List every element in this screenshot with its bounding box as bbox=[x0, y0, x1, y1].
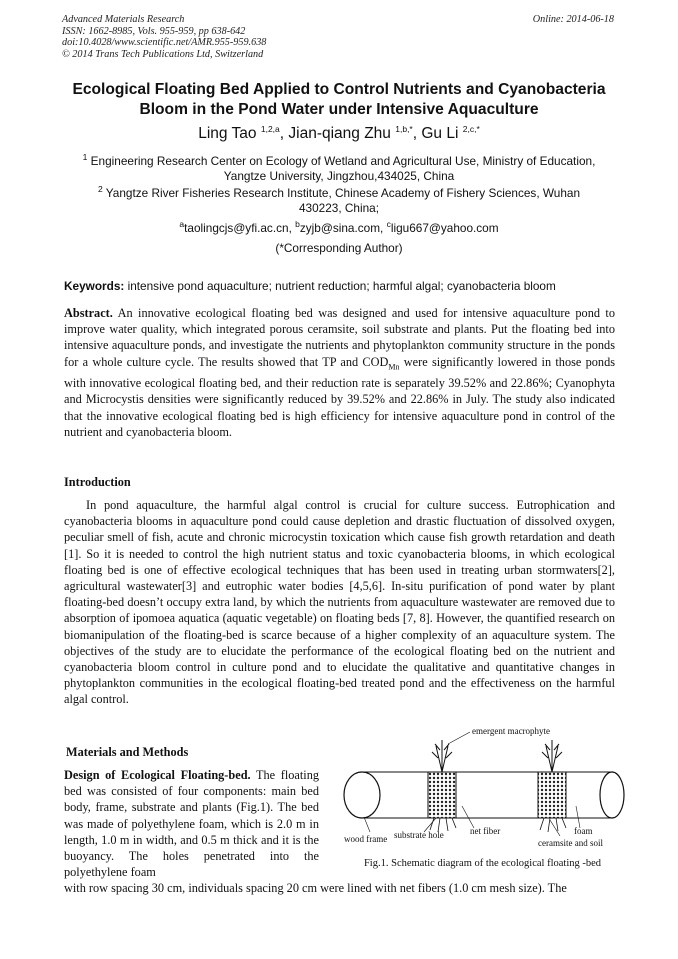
introduction-body bbox=[64, 497, 615, 708]
label-macrophyte: emergent macrophyte bbox=[472, 726, 551, 736]
abstract-text-2: were significantly lowered in those ponds with innovative ecological floating bed, and their reduction rate is separately 39.52% and 22.86%; Cyanophyta and Microcystis densities were significantly reduced by 39.52% and 22.86% in July. The study also indicated that the innovative ecological floating bed is high efficiency for intensive aquaculture pond in control of the nutrient and cyanobacteria bloom. bbox=[64, 354, 616, 439]
paper-title bbox=[40, 80, 638, 120]
email-line bbox=[40, 221, 638, 236]
label-ceramsite: ceramsite and soil bbox=[538, 838, 603, 848]
wood-frame-left bbox=[344, 772, 380, 818]
abstract-label: Abstract. bbox=[64, 306, 113, 320]
keywords-text: intensive pond aquaculture; nutrient reduction; harmful algal; cyanobacteria bloom bbox=[127, 279, 556, 293]
email-sup: b bbox=[295, 219, 300, 230]
author-name: Ling Tao bbox=[198, 125, 257, 142]
issn-line: ISSN: 1662-8985, Vols. 955-959, pp 638-642 bbox=[62, 25, 246, 37]
affiliation-num: 2 bbox=[97, 184, 103, 195]
author-name: Gu Li bbox=[421, 125, 459, 142]
copyright-line: © 2014 Trans Tech Publications Ltd, Switzerland bbox=[62, 48, 264, 60]
wood-frame-right bbox=[600, 772, 624, 818]
affiliation-2 bbox=[60, 186, 618, 216]
methods-heading: Materials and Methods bbox=[66, 745, 189, 759]
macrophyte-right bbox=[542, 740, 562, 772]
figure-caption: Fig.1. Schematic diagram of the ecological floating -bed bbox=[363, 858, 602, 869]
abstract-text-1: An innovative ecological floating bed was designed and used for intensive aquaculture pond to improve water quality, which integrated porous ceramsite, soil substrate and plants. Put the floating bed into intensive aquaculture ponds, and investigate the nutrients and phytoplankton community structure in the ponds for a whole culture cycle. The results showed that TP and COD bbox=[64, 306, 615, 369]
email-sup: a bbox=[179, 219, 185, 230]
doi-line: doi:10.4028/www.scientific.net/AMR.955-959.638 bbox=[62, 37, 267, 48]
author-sup: 1,b,* bbox=[395, 123, 413, 134]
online-date: Online: 2014-06-18 bbox=[532, 14, 614, 25]
methods-subheading: Design of Ecological Floating-bed. bbox=[64, 768, 251, 782]
keywords bbox=[64, 279, 620, 294]
affiliation-1 bbox=[60, 154, 618, 184]
methods-continued: with row spacing 30 cm, individuals spacing 20 cm were lined with net fibers (1.0 cm mesh size). The bbox=[64, 881, 567, 895]
email-sup: c bbox=[386, 219, 391, 230]
substrate-hole-right bbox=[538, 772, 566, 818]
abstract-subscript: Mn bbox=[388, 362, 400, 372]
email-b[interactable]: zyjb@sina.com, bbox=[299, 221, 384, 235]
affiliation-line: Yangtze University, Jingzhou,434025, China bbox=[223, 169, 455, 183]
journal-header bbox=[62, 14, 266, 60]
affiliation-line: 430223, China; bbox=[298, 201, 380, 215]
label-net-fiber: net fiber bbox=[470, 826, 501, 836]
affiliation-line: Yangtze River Fisheries Research Institute, Chinese Academy of Fishery Sciences, Wuhan bbox=[105, 186, 581, 200]
foam-body bbox=[362, 772, 612, 818]
methods-text: The floating bed was consisted of four components: main bed body, frame, substrate and plants (Fig.1). The bed was made of polyethylene foam, which is 2.0 m in length, 1.0 m in width, and 0.5 m thick and it is the buoyancy. The holes penetrated into the polyethylene foam bbox=[64, 768, 319, 880]
label-wood-frame: wood frame bbox=[344, 834, 388, 844]
author-sup: 2,c,* bbox=[462, 123, 480, 134]
author-list: Ling Tao $^{1,2,a}$, Jian-qiang Zhu $^{1,b,*}$, Gu Li $^{2,c,*}$ bbox=[198, 123, 480, 142]
label-substrate-hole: substrate hole bbox=[394, 830, 444, 840]
email-a[interactable]: taolingcjs@yfi.ac.cn, bbox=[184, 221, 292, 235]
author-sup: 1,2,a bbox=[260, 123, 280, 134]
introduction-heading: Introduction bbox=[64, 475, 131, 489]
methods-body bbox=[64, 767, 319, 880]
author-name: Jian-qiang Zhu bbox=[288, 125, 391, 142]
title-line-2: Bloom in the Pond Water under Intensive Aquaculture bbox=[139, 101, 539, 118]
abstract bbox=[64, 305, 615, 440]
macrophyte-left bbox=[432, 740, 452, 772]
introduction-text: In pond aquaculture, the harmful algal control is crucial for culture success. Eutrophication and cyanobacteria blooms in aquaculture pond could cause depletion and drastic fluctuation of dissolved oxygen, peculiar smell of fish, acute and chronic microcystin toxication which cause fish growth retardation and death [1]. So it is needed to control the high nutrient status and toxic cyanobacteria blooms, in which ecological floating bed is one of effective ecological techniques that has been used in treating urban stormwaters[2], agricultural wastewater[3] and eutrophic water bodies [4,5,6]. In-situ purification of pond water by plant floating-bed doesn’t occupy extra land, by which the nutrients from aquaculture wastewater are removed due to absorption of ipomoea aquatica (aquatic vegetable) on floating beds [7, 8]. However, the quantified research on biomanipulation of the floating-bed is scarce because of a higher complexity of an aquaculture system. The objectives of the study are to elucidate the performance of the ecological floating bed on the nutrient and cyanobacteria bloom control in culture pond and to elucidate the qualitative and quantitative changes in phytoplankton communities in the ecological floating-bed treated pond and the effectiveness on the harmful algal control. bbox=[64, 498, 615, 707]
keywords-label: Keywords: bbox=[64, 279, 125, 293]
affiliation-line: Engineering Research Center on Ecology of Wetland and Agricultural Use, Ministry of Education, bbox=[90, 154, 596, 168]
affiliation-num: 1 bbox=[82, 152, 88, 163]
title-line-1: Ecological Floating Bed Applied to Control Nutrients and Cyanobacteria bbox=[72, 81, 606, 98]
journal-name: Advanced Materials Research bbox=[62, 14, 185, 25]
corresponding-note: (*Corresponding Author) bbox=[275, 241, 403, 255]
substrate-hole-left bbox=[428, 772, 456, 818]
email-c[interactable]: ligu667@yahoo.com bbox=[390, 221, 499, 235]
label-foam: foam bbox=[574, 826, 593, 836]
floating-bed-figure bbox=[340, 724, 625, 856]
